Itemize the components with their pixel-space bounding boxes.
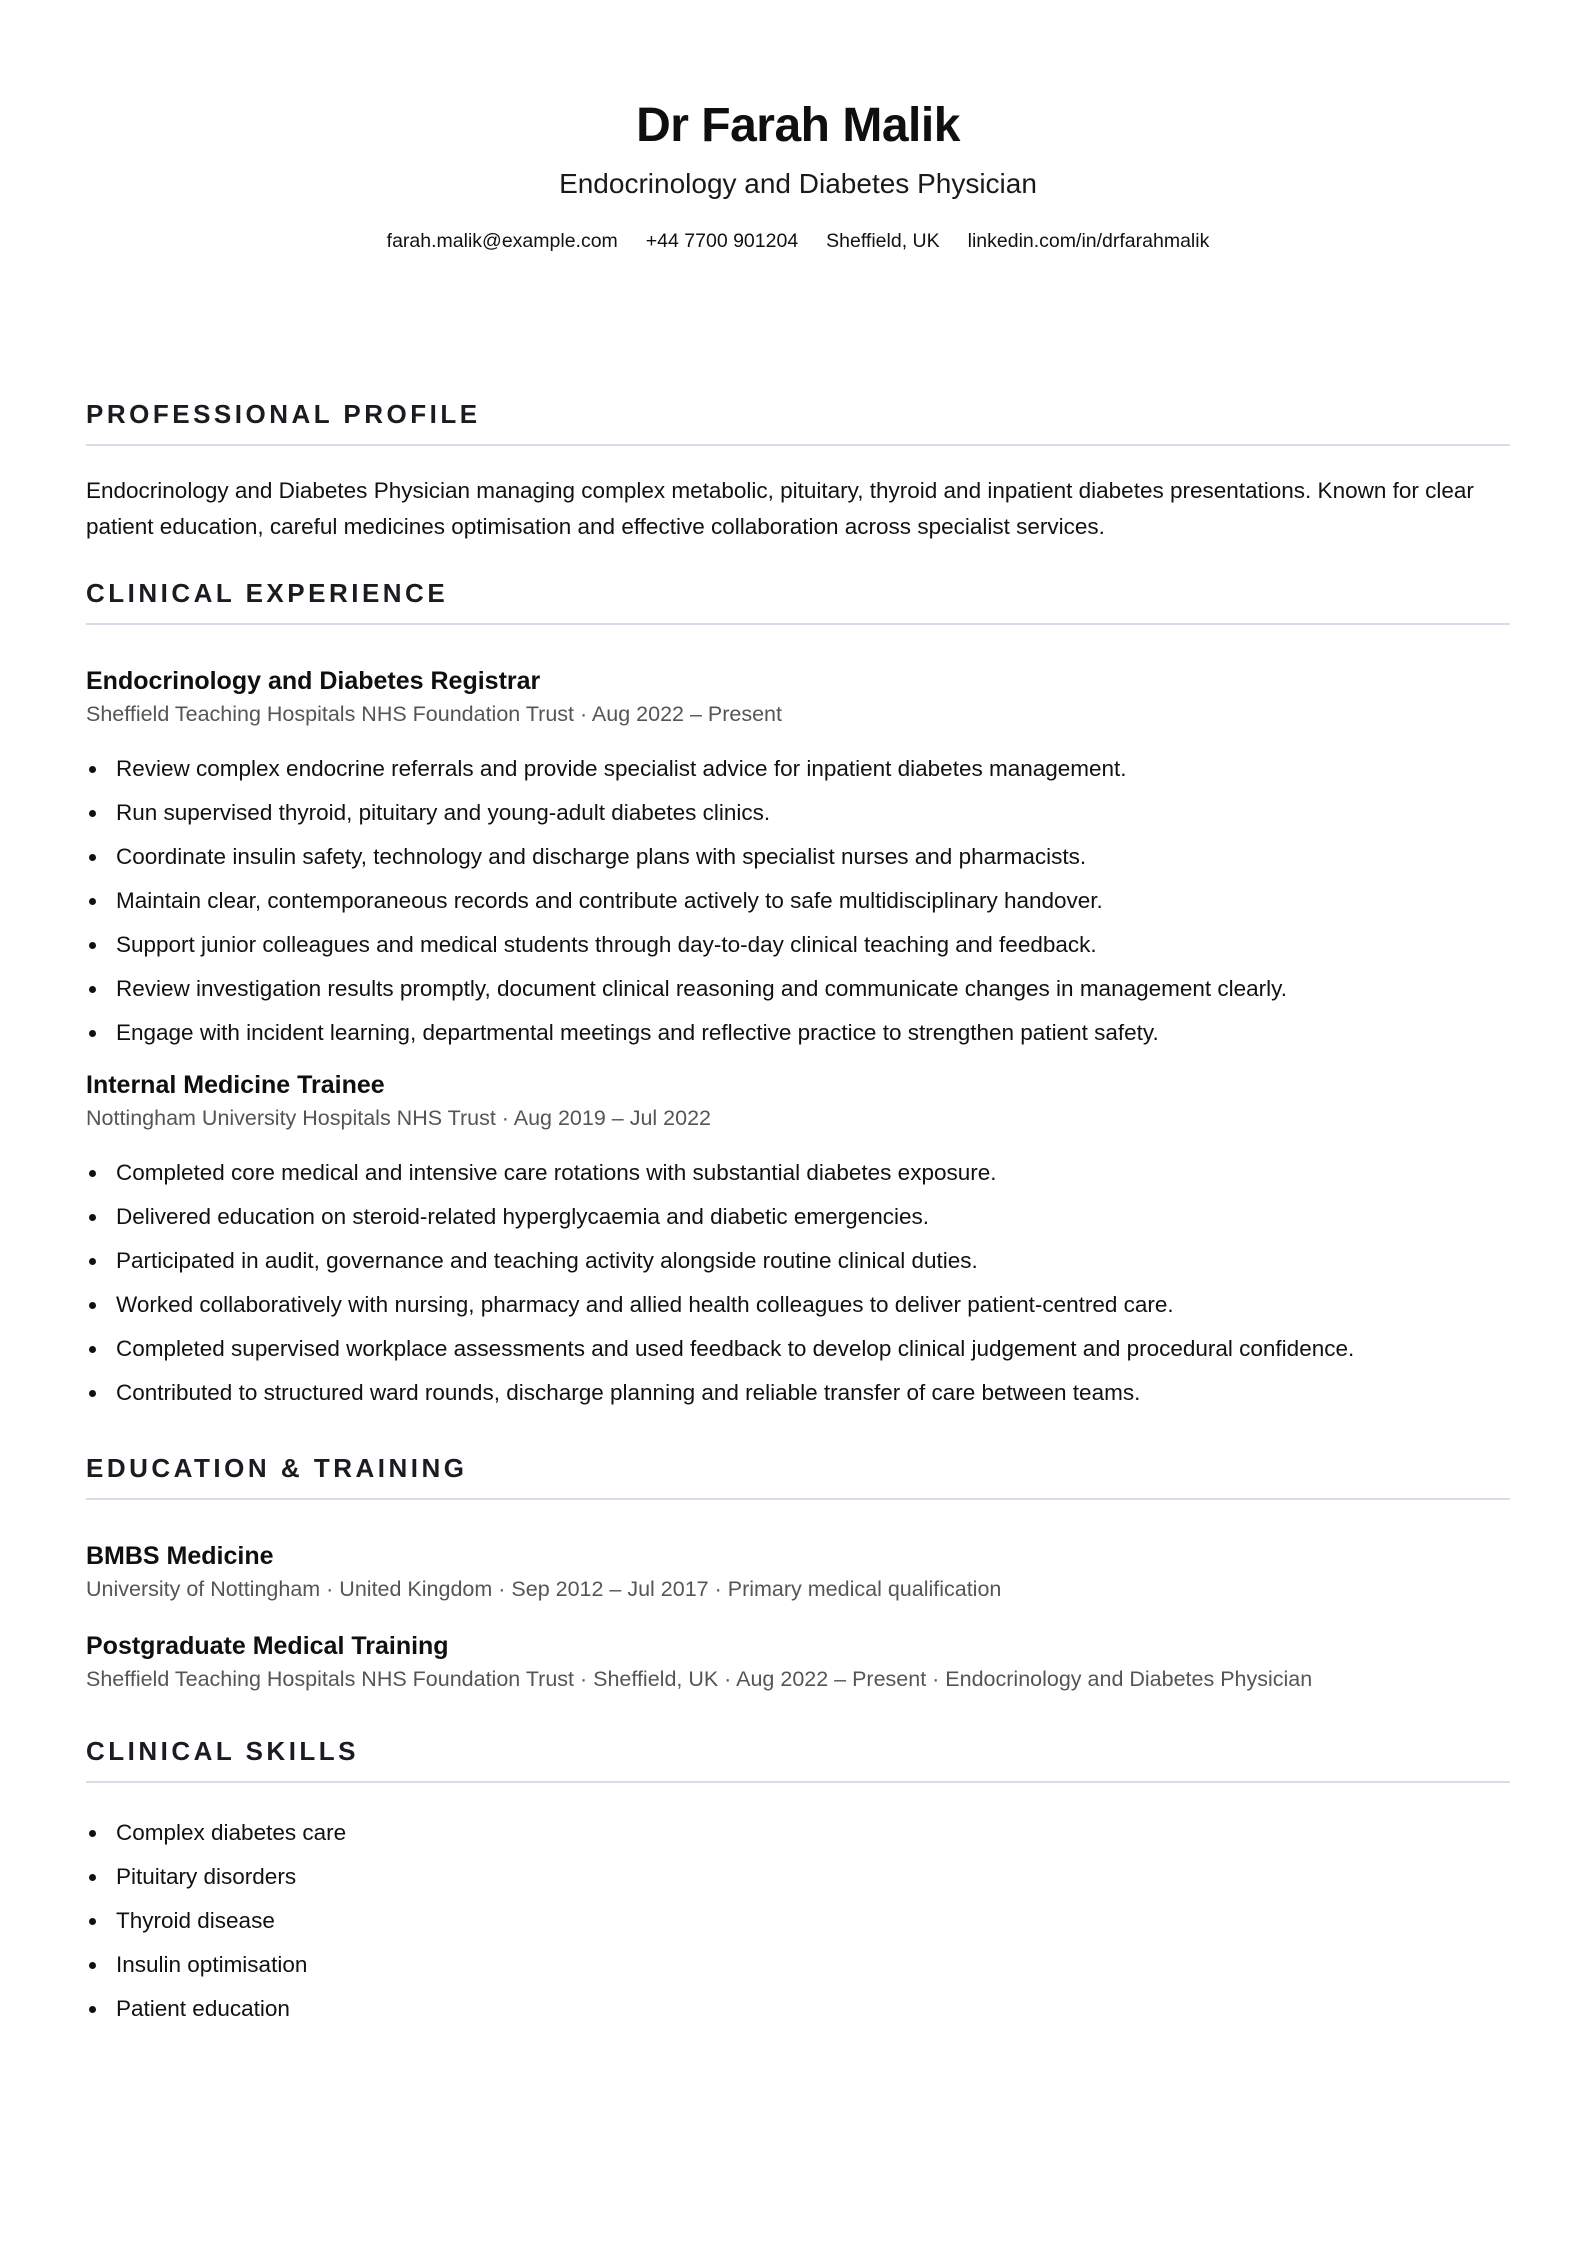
skill-item: Thyroid disease: [86, 1899, 1510, 1943]
contact-email[interactable]: farah.malik@example.com: [386, 230, 618, 252]
education-entry: [86, 1540, 1510, 1604]
bullet-item: Worked collaboratively with nursing, pharmacy and allied health colleagues to deliver patient-centred care.: [86, 1283, 1510, 1327]
section-title: EDUCATION & TRAINING: [86, 1453, 468, 1483]
qualification-name: BMBS Medicine: [86, 1542, 274, 1570]
section-clinical-experience: [86, 577, 1510, 1415]
section-divider: [86, 623, 1510, 625]
section-title: CLINICAL EXPERIENCE: [86, 578, 449, 608]
bullet-item: Coordinate insulin safety, technology and discharge plans with specialist nurses and pharmacists.: [86, 835, 1510, 879]
bullet-item: Completed core medical and intensive care rotations with substantial diabetes exposure.: [86, 1151, 1510, 1195]
qualification-name: Postgraduate Medical Training: [86, 1632, 449, 1660]
experience-entry: [86, 1069, 1510, 1415]
bullet-item: Review investigation results promptly, document clinical reasoning and communicate changes in management clearly.: [86, 967, 1510, 1011]
job-meta: Sheffield Teaching Hospitals NHS Foundation Trust · Aug 2022 – Present: [86, 702, 782, 726]
skill-item: Patient education: [86, 1987, 1510, 2031]
section-divider: [86, 1781, 1510, 1783]
bullet-item: Delivered education on steroid-related hyperglycaemia and diabetic emergencies.: [86, 1195, 1510, 1239]
experience-entry: [86, 665, 1510, 1055]
education-entry: [86, 1630, 1510, 1694]
section-clinical-skills: [86, 1735, 1510, 2031]
candidate-headline: Endocrinology and Diabetes Physician: [559, 168, 1037, 199]
skill-item: Complex diabetes care: [86, 1811, 1510, 1855]
contact-linkedin[interactable]: linkedin.com/in/drfarahmalik: [967, 230, 1210, 252]
bullet-item: Participated in audit, governance and teaching activity alongside routine clinical duties.: [86, 1239, 1510, 1283]
section-education-training: [86, 1452, 1510, 1694]
profile-summary: Endocrinology and Diabetes Physician managing complex metabolic, pituitary, thyroid and inpatient diabetes presentations. Known for clear patient education, careful medicines optimisation and effective collaboration across specialist services.: [86, 478, 1474, 539]
bullet-item: Maintain clear, contemporaneous records and contribute actively to safe multidisciplinary handover.: [86, 879, 1510, 923]
qualification-meta: University of Nottingham · United Kingdom · Sep 2012 – Jul 2017 · Primary medical qualification: [86, 1577, 1002, 1601]
section-professional-profile: [86, 398, 1510, 545]
job-bullets: [86, 1151, 1510, 1415]
section-title: PROFESSIONAL PROFILE: [86, 399, 481, 429]
contact-line: [86, 228, 1510, 254]
skill-item: Insulin optimisation: [86, 1943, 1510, 1987]
section-divider: [86, 1498, 1510, 1500]
qualification-meta: Sheffield Teaching Hospitals NHS Foundation Trust · Sheffield, UK · Aug 2022 – Present · Endocrinology and Diabetes Physician: [86, 1667, 1313, 1691]
bullet-item: Support junior colleagues and medical students through day-to-day clinical teaching and feedback.: [86, 923, 1510, 967]
job-title: Endocrinology and Diabetes Registrar: [86, 667, 541, 695]
candidate-name: Dr Farah Malik: [636, 99, 960, 152]
bullet-item: Completed supervised workplace assessments and used feedback to develop clinical judgement and procedural confidence.: [86, 1327, 1510, 1371]
bullet-item: Engage with incident learning, departmental meetings and reflective practice to strengthen patient safety.: [86, 1011, 1510, 1055]
bullet-item: Run supervised thyroid, pituitary and young-adult diabetes clinics.: [86, 791, 1510, 835]
skill-item: Pituitary disorders: [86, 1855, 1510, 1899]
bullet-item: Contributed to structured ward rounds, discharge planning and reliable transfer of care between teams.: [86, 1371, 1510, 1415]
job-meta: Nottingham University Hospitals NHS Trust · Aug 2019 – Jul 2022: [86, 1106, 711, 1130]
skills-list: [86, 1811, 1510, 2031]
resume-page: [86, 0, 1510, 2021]
contact-location: Sheffield, UK: [826, 230, 940, 252]
section-title: CLINICAL SKILLS: [86, 1736, 360, 1766]
job-bullets: [86, 747, 1510, 1055]
section-divider: [86, 444, 1510, 446]
resume-header: [86, 0, 1510, 254]
contact-phone[interactable]: +44 7700 901204: [645, 230, 799, 252]
job-title: Internal Medicine Trainee: [86, 1071, 385, 1099]
bullet-item: Review complex endocrine referrals and provide specialist advice for inpatient diabetes management.: [86, 747, 1510, 791]
